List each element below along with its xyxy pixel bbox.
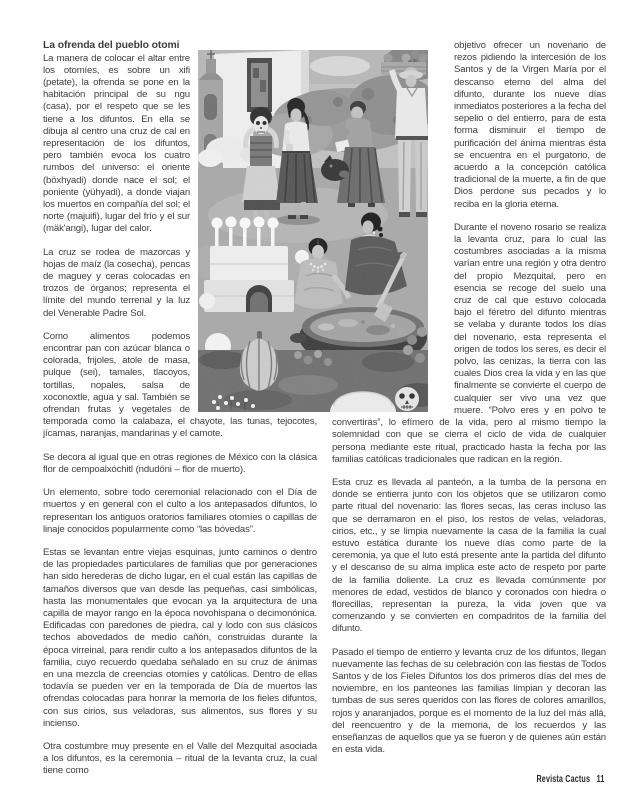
paragraph: Un elemento, sobre todo ceremonial relacionado con el Día de muertos y en general con el culto a los antepasados difuntos, lo representan los antiguos oratorios familiares otomíes o capillas de linaje conocidos popularmente como “las bóvedas”.: [43, 487, 317, 535]
painting-wrap-spacer-right: [332, 40, 454, 416]
paragraph: Pasado el tiempo de entierro y levanta cruz de los difuntos, llegan nuevamente las fechas de su celebración con las fiestas de Todos Santos y de los Fieles Difuntos los dos primeros días del mes de noviembre, en los panteones las familias limpian y decoran las tumbas de sus seres queridos con las flores de colores amarillos, rojos y anaranjados, porque es el momento de la luz del más allá, del reencuentro y de la memoria, de los recuerdos y las enseñanzas de aquellos que ya se fueron y de quienes aún están en esta vida.: [332, 646, 606, 756]
page-footer: [536, 774, 604, 785]
right-column: [332, 40, 606, 789]
paragraph: Estas se levantan entre viejas esquinas, junto caminos o dentro de las propiedades particulares de familias que por generaciones han sido herederas de dicho lugar, en el cual están las capillas de tamaños diversos que van desde las pequeñas, casi simbólicas, hasta las monumentales que evocan ya la arquitectura de una capilla de mayor rango en la época novohispana o decimonónica. Edificadas con paredones de piedra, cal y lodo con sus clásicos techos abovedados de medio cañón, construidas durante la época virreinal, para rendir culto a los antepasados difuntos de la familia, cuyo recuerdo quedaba señalado en su cruz de ánimas en una mezcla de creencias otomíes y católicas. Dentro de ellas todavía se pueden ver en la temporada de Día de muertos las ofrendas colocadas para honrar la memoria de los fieles difuntos, con sus cirios, sus veladoras, sus alimentos, sus flores y su incienso.: [43, 546, 317, 729]
page-number: 11: [596, 774, 604, 785]
paragraph: La manera de colocar el altar entre los otomíes, es sobre un xifi (petate), la ofrenda se pone en la habitación principal de su ngu (casa), por el respeto que se les tiene a los difuntos. En ella se dibuja al centro una cruz de cal en representación de los difuntos, pero también evoca los cuatro rumbos del universo: el oriente (böxhyadi) donde nace el sol; el poniente (yühyadi), a donde viajan los muertos en compañía del sol; el norte (majuifi), lugar del frío y el sur (mäk'angi), lugar del calor.: [43, 52, 190, 235]
paragraph: Se decora al igual que en otras regiones de México con la clásica flor de cempoalxóchitl (ndudöni – flor de muerto).: [43, 451, 317, 475]
paragraph: Durante el noveno rosario se realiza la levanta cruz, para lo cual las costumbres asociadas a la misma varían entre una región y otra dentro del propio Mezquital, pero en esencia se recoge del suelo una cruz de cal que estuvo colocada bajo el féretro del difunto mientras se velaba y durante todos los días del novenario, esta representa el origen de todos los seres, es decir el polvo, las cenizas, la tierra con las cuales Dios crea la vida y en las que finalmente se convierte el cuerpo de cualquier ser vivo una vez que muere. “Polvo eres y en polvo te convertirás”, lo efímero de la vida, pero al mismo tiempo la solemnidad con que se cierra el ciclo de vida de cualquier persona mediante este ritual, practicado hasta la fecha por las familias católicas tradicionales que radican en la región.: [332, 221, 606, 465]
paragraph: Como alimentos podemos encontrar pan con azúcar blanca o colorada, frijoles, atole de masa, pulque (sei), tamales, tlacoyos, tortillas, nopales, salsa de xoconoxtle, agua y sal. También se ofrendan frutas y vegetales de temporada como la calabaza, el chayote, las tunas, tejocotes, jícamas, naranjas, mandarinas y el camote.: [43, 330, 317, 440]
left-column: [43, 40, 317, 789]
paragraph: La cruz se rodea de mazorcas y hojas de maíz (la cosecha), pencas de maguey y ceras colocadas en trozos de órganos; representa el límite del mundo terrenal y la luz del Venerable Padre Sol.: [43, 246, 190, 319]
article-title: La ofrenda del pueblo otomi: [43, 40, 180, 51]
article-columns: [43, 40, 606, 789]
paragraph: Otra costumbre muy presente en el Valle del Mezquital asociada a los difuntos, es la ceremonia – ritual de la levanta cruz, la cual tiene como: [43, 740, 317, 777]
paragraph: Esta cruz es llevada al panteón, a la tumba de la persona en donde se entierra junto con los objetos que se utilizaron como parte ritual del novenario: las flores secas, las ceras incluso las que se derramaron en el piso, los restos de velas, veladoras, cirios, etc., y se limpia nuevamente la casa de la familia la cual estuvo estática durante los nueve días como parte de la ceremonia, ya que el luto está presente ante la partida del difunto y el descanso de su alma implica este acto de respeto por parte de la familia doliente. La cruz es llevada comúnmente por menores de edad, vestidos de blanco y coronados con hiedra o florecillas, representan la pureza, la vida joven que va comenzando y se convierten en compadritos de la familia del difunto.: [332, 476, 606, 635]
painting-wrap-spacer-left: [190, 40, 317, 416]
paragraph: objetivo ofrecer un novenario de rezos pidiendo la intercesión de los Santos y de la Virgen María por el descanso eterno del alma del difunto, durante los nueve días inmediatos posteriores a la fecha del sepelio o del entierro, para de esta forma disminuir el tiempo de purificación del ánima mientras ésta se encuentra en el purgatorio, de acuerdo a la concepción católica tradicional de la muerte, a fin de que Dios perdone sus pecados y lo reciba en la gloria eterna.: [454, 40, 606, 210]
magazine-name: Revista Cactus: [535, 774, 590, 785]
